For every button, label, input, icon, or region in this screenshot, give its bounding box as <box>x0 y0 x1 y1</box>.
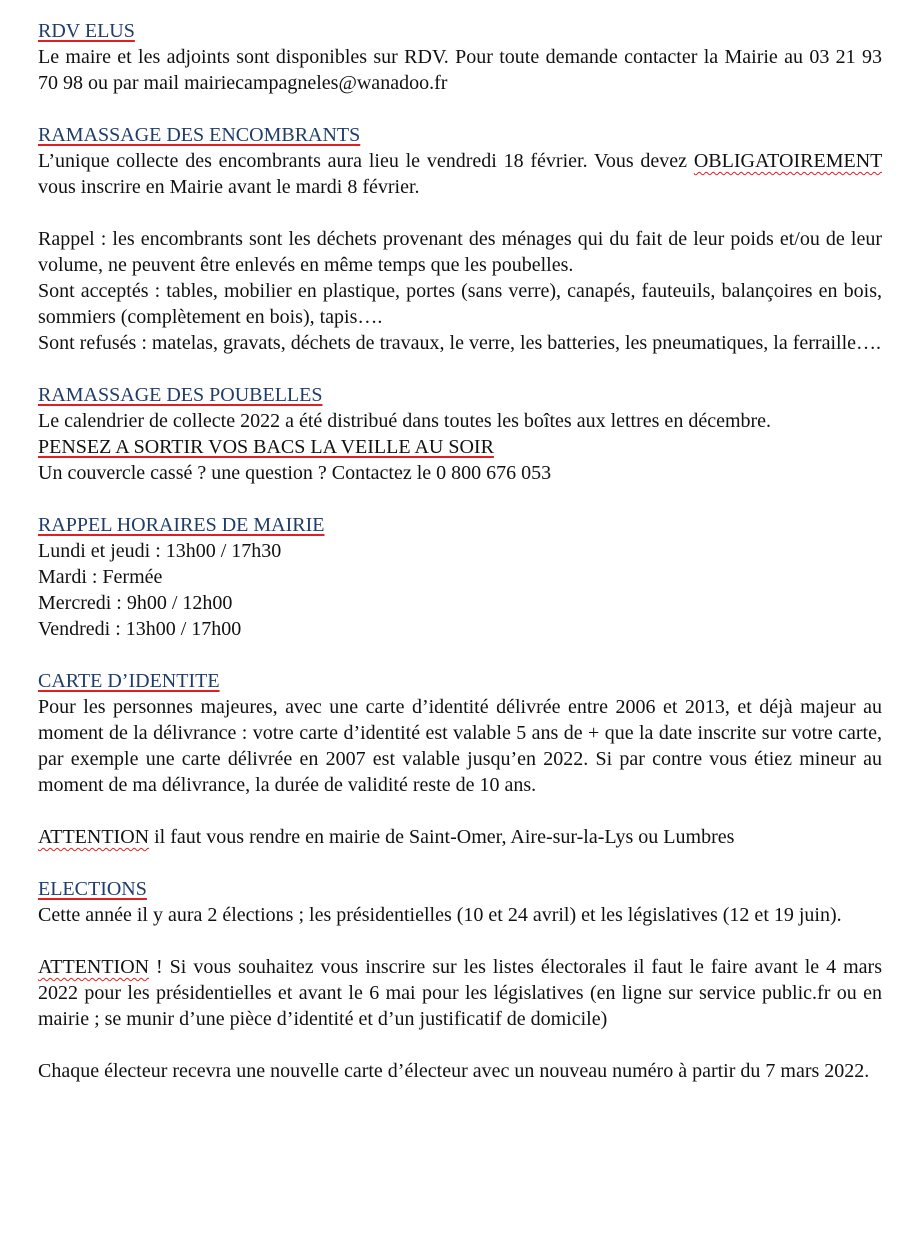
heading-elections: ELECTIONS <box>38 878 147 900</box>
section-horaires <box>38 512 882 642</box>
section-poubelles <box>38 382 882 486</box>
poubelles-rappel-bacs-text: PENSEZ A SORTIR VOS BACS LA VEILLE AU SOIR <box>38 436 494 458</box>
encombrants-rappel: Rappel : les encombrants sont les déchets provenant des ménages qui du fait de leur poids et/ou de leur volume, ne peuvent être enlevés en même temps que les poubelles. <box>38 228 882 276</box>
section-rdv-elus <box>38 18 882 96</box>
encombrants-collecte-start: L’unique collecte des encombrants aura lieu le vendredi 18 février. Vous devez <box>38 150 694 172</box>
identite-validite: Pour les personnes majeures, avec une carte d’identité délivrée entre 2006 et 2013, et déjà majeur au moment de la délivrance : votre carte d’identité est valable 5 ans de + que la date inscrite sur votre carte, par exemple une carte délivrée en 2007 est valable jusqu’en 2022. Si par contre vous étiez mineur au moment de ma délivrance, la durée de validité reste de 10 ans. <box>38 696 882 796</box>
encombrants-acceptes: Sont acceptés : tables, mobilier en plastique, portes (sans verre), canapés, fauteuils, balançoires en bois, sommiers (complètement en bois), tapis…. <box>38 280 882 328</box>
elections-carte-electeur: Chaque électeur recevra une nouvelle carte d’électeur avec un nouveau numéro à partir du 7 mars 2022. <box>38 1060 870 1082</box>
section-encombrants <box>38 122 882 356</box>
elections-attention-text: ! Si vous souhaitez vous inscrire sur les listes électorales il faut le faire avant le 4 mars 2022 pour les présidentielles et avant le 6 mai pour les législatives (en ligne sur service public.fr ou en mairie ; se munir d’une pièce d’identité et d’un justificatif de domicile) <box>38 956 882 1030</box>
heading-poubelles: RAMASSAGE DES POUBELLES <box>38 384 323 406</box>
document <box>38 18 882 1110</box>
heading-horaires: RAPPEL HORAIRES DE MAIRIE <box>38 514 325 536</box>
attention-word: ATTENTION <box>38 956 150 978</box>
rdv-elus-text: Le maire et les adjoints sont disponibles sur RDV. Pour toute demande contacter la Mairie au 03 21 93 70 98 ou par mail mairiecampagneles@wanadoo.fr <box>38 46 882 94</box>
heading-identite: CARTE D’IDENTITE <box>38 670 220 692</box>
encombrants-collecte-end: vous inscrire en Mairie avant le mardi 8 février. <box>38 176 420 198</box>
poubelles-calendrier: Le calendrier de collecte 2022 a été distribué dans toutes les boîtes aux lettres en décembre. <box>38 410 772 432</box>
horaires-line: Lundi et jeudi : 13h00 / 17h30 <box>38 540 282 562</box>
horaires-line: Vendredi : 13h00 / 17h00 <box>38 618 242 640</box>
obligatoirement-word: OBLIGATOIREMENT <box>693 150 882 172</box>
poubelles-rappel-bacs <box>38 434 882 460</box>
encombrants-refuses: Sont refusés : matelas, gravats, déchets de travaux, le verre, les batteries, les pneumatiques, la ferraille…. <box>38 332 882 354</box>
elections-dates: Cette année il y aura 2 élections ; les présidentielles (10 et 24 avril) et les législatives (12 et 19 juin). <box>38 904 842 926</box>
horaires-line: Mercredi : 9h00 / 12h00 <box>38 592 233 614</box>
horaires-line: Mardi : Fermée <box>38 566 163 588</box>
heading-rdv-elus: RDV ELUS <box>38 20 135 42</box>
section-elections <box>38 876 882 1084</box>
section-identite <box>38 668 882 850</box>
attention-word: ATTENTION <box>38 826 150 848</box>
heading-encombrants: RAMASSAGE DES ENCOMBRANTS <box>38 124 361 146</box>
encombrants-collecte <box>38 148 882 200</box>
identite-attention-text: il faut vous rendre en mairie de Saint-Omer, Aire-sur-la-Lys ou Lumbres <box>149 826 735 848</box>
identite-attention <box>38 824 882 850</box>
poubelles-contact: Un couvercle cassé ? une question ? Contactez le 0 800 676 053 <box>38 462 552 484</box>
elections-attention <box>38 954 882 1032</box>
